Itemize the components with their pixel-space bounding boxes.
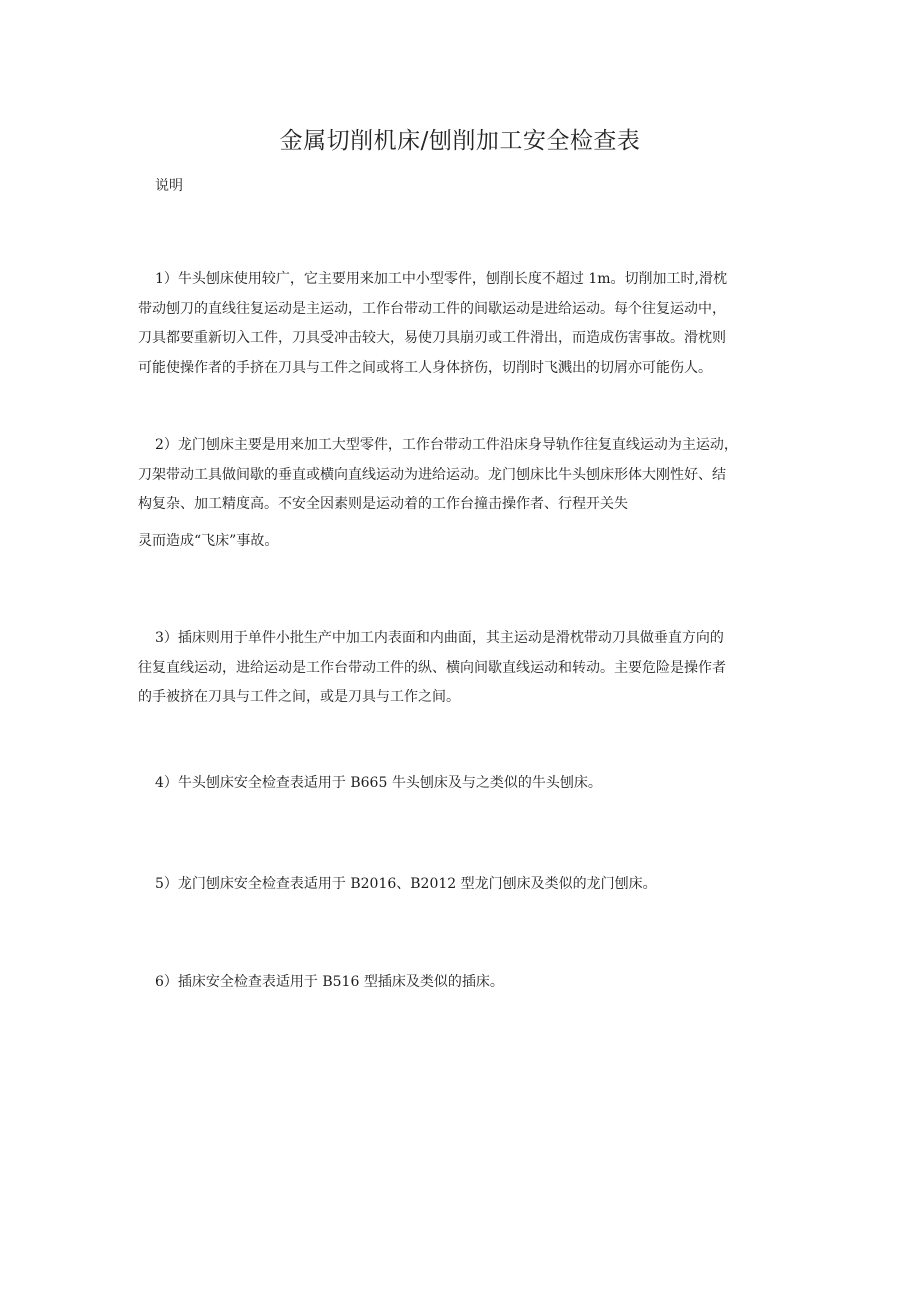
paragraph-line: 2）龙门刨床主要是用来加工大型零件，工作台带动工件沿床身导轨作往复直线运动为主运动， bbox=[155, 437, 738, 453]
paragraph-1 bbox=[138, 265, 788, 383]
paragraph-line: 刀架带动工具做间歇的垂直或横向直线运动为进给运动。龙门刨床比牛头刨床形体大刚性好、结 bbox=[138, 466, 726, 483]
intro-label: 说明 bbox=[155, 178, 183, 194]
paragraph-line: 的手被挤在刀具与工件之间，或是刀具与工作之间。 bbox=[138, 689, 460, 705]
paragraph-3 bbox=[138, 624, 788, 713]
paragraph-line: 可能使操作者的手挤在刀具与工件之间或将工人身体挤伤，切削时飞溅出的切屑亦可能伤人。 bbox=[138, 359, 712, 376]
paragraph-6: 6）插床安全检查表适用于 B516 型插床及类似的插床。 bbox=[155, 974, 504, 990]
paragraph-line: 3）插床则用于单件小批生产中加工内表面和内曲面，其主运动是滑枕带动刀具做垂直方向的 bbox=[155, 630, 724, 646]
document-title: 金属切削机床/刨削加工安全检查表 bbox=[279, 128, 641, 154]
paragraph-line: 1）牛头刨床使用较广，它主要用来加工中小型零件，刨削长度不超过 1m。切削加工时,滑枕 bbox=[155, 271, 727, 287]
paragraph-line: 灵而造成“飞床”事故。 bbox=[138, 532, 279, 549]
paragraph-line: 往复直线运动，进给运动是工作台带动工件的纵、横向间歇直线运动和转动。主要危险是操作者 bbox=[138, 659, 726, 676]
paragraph-line: 构复杂、加工精度高。不安全因素则是运动着的工作台撞击操作者、行程开关失 bbox=[138, 496, 628, 512]
paragraph-line: 带动刨刀的直线往复运动是主运动，工作台带动工件的间歇运动是进给运动。每个往复运动中， bbox=[138, 300, 726, 317]
paragraph-5: 5）龙门刨床安全检查表适用于 B2016、B2012 型龙门刨床及类似的龙门刨床。 bbox=[155, 876, 657, 892]
paragraph-2 bbox=[138, 431, 788, 556]
paragraph-4: 4）牛头刨床安全检查表适用于 B665 牛头刨床及与之类似的牛头刨床。 bbox=[155, 775, 602, 791]
paragraph-line: 刀具都要重新切入工件，刀具受冲击较大，易使刀具崩刃或工件滑出，而造成伤害事故。滑枕则 bbox=[138, 330, 726, 346]
